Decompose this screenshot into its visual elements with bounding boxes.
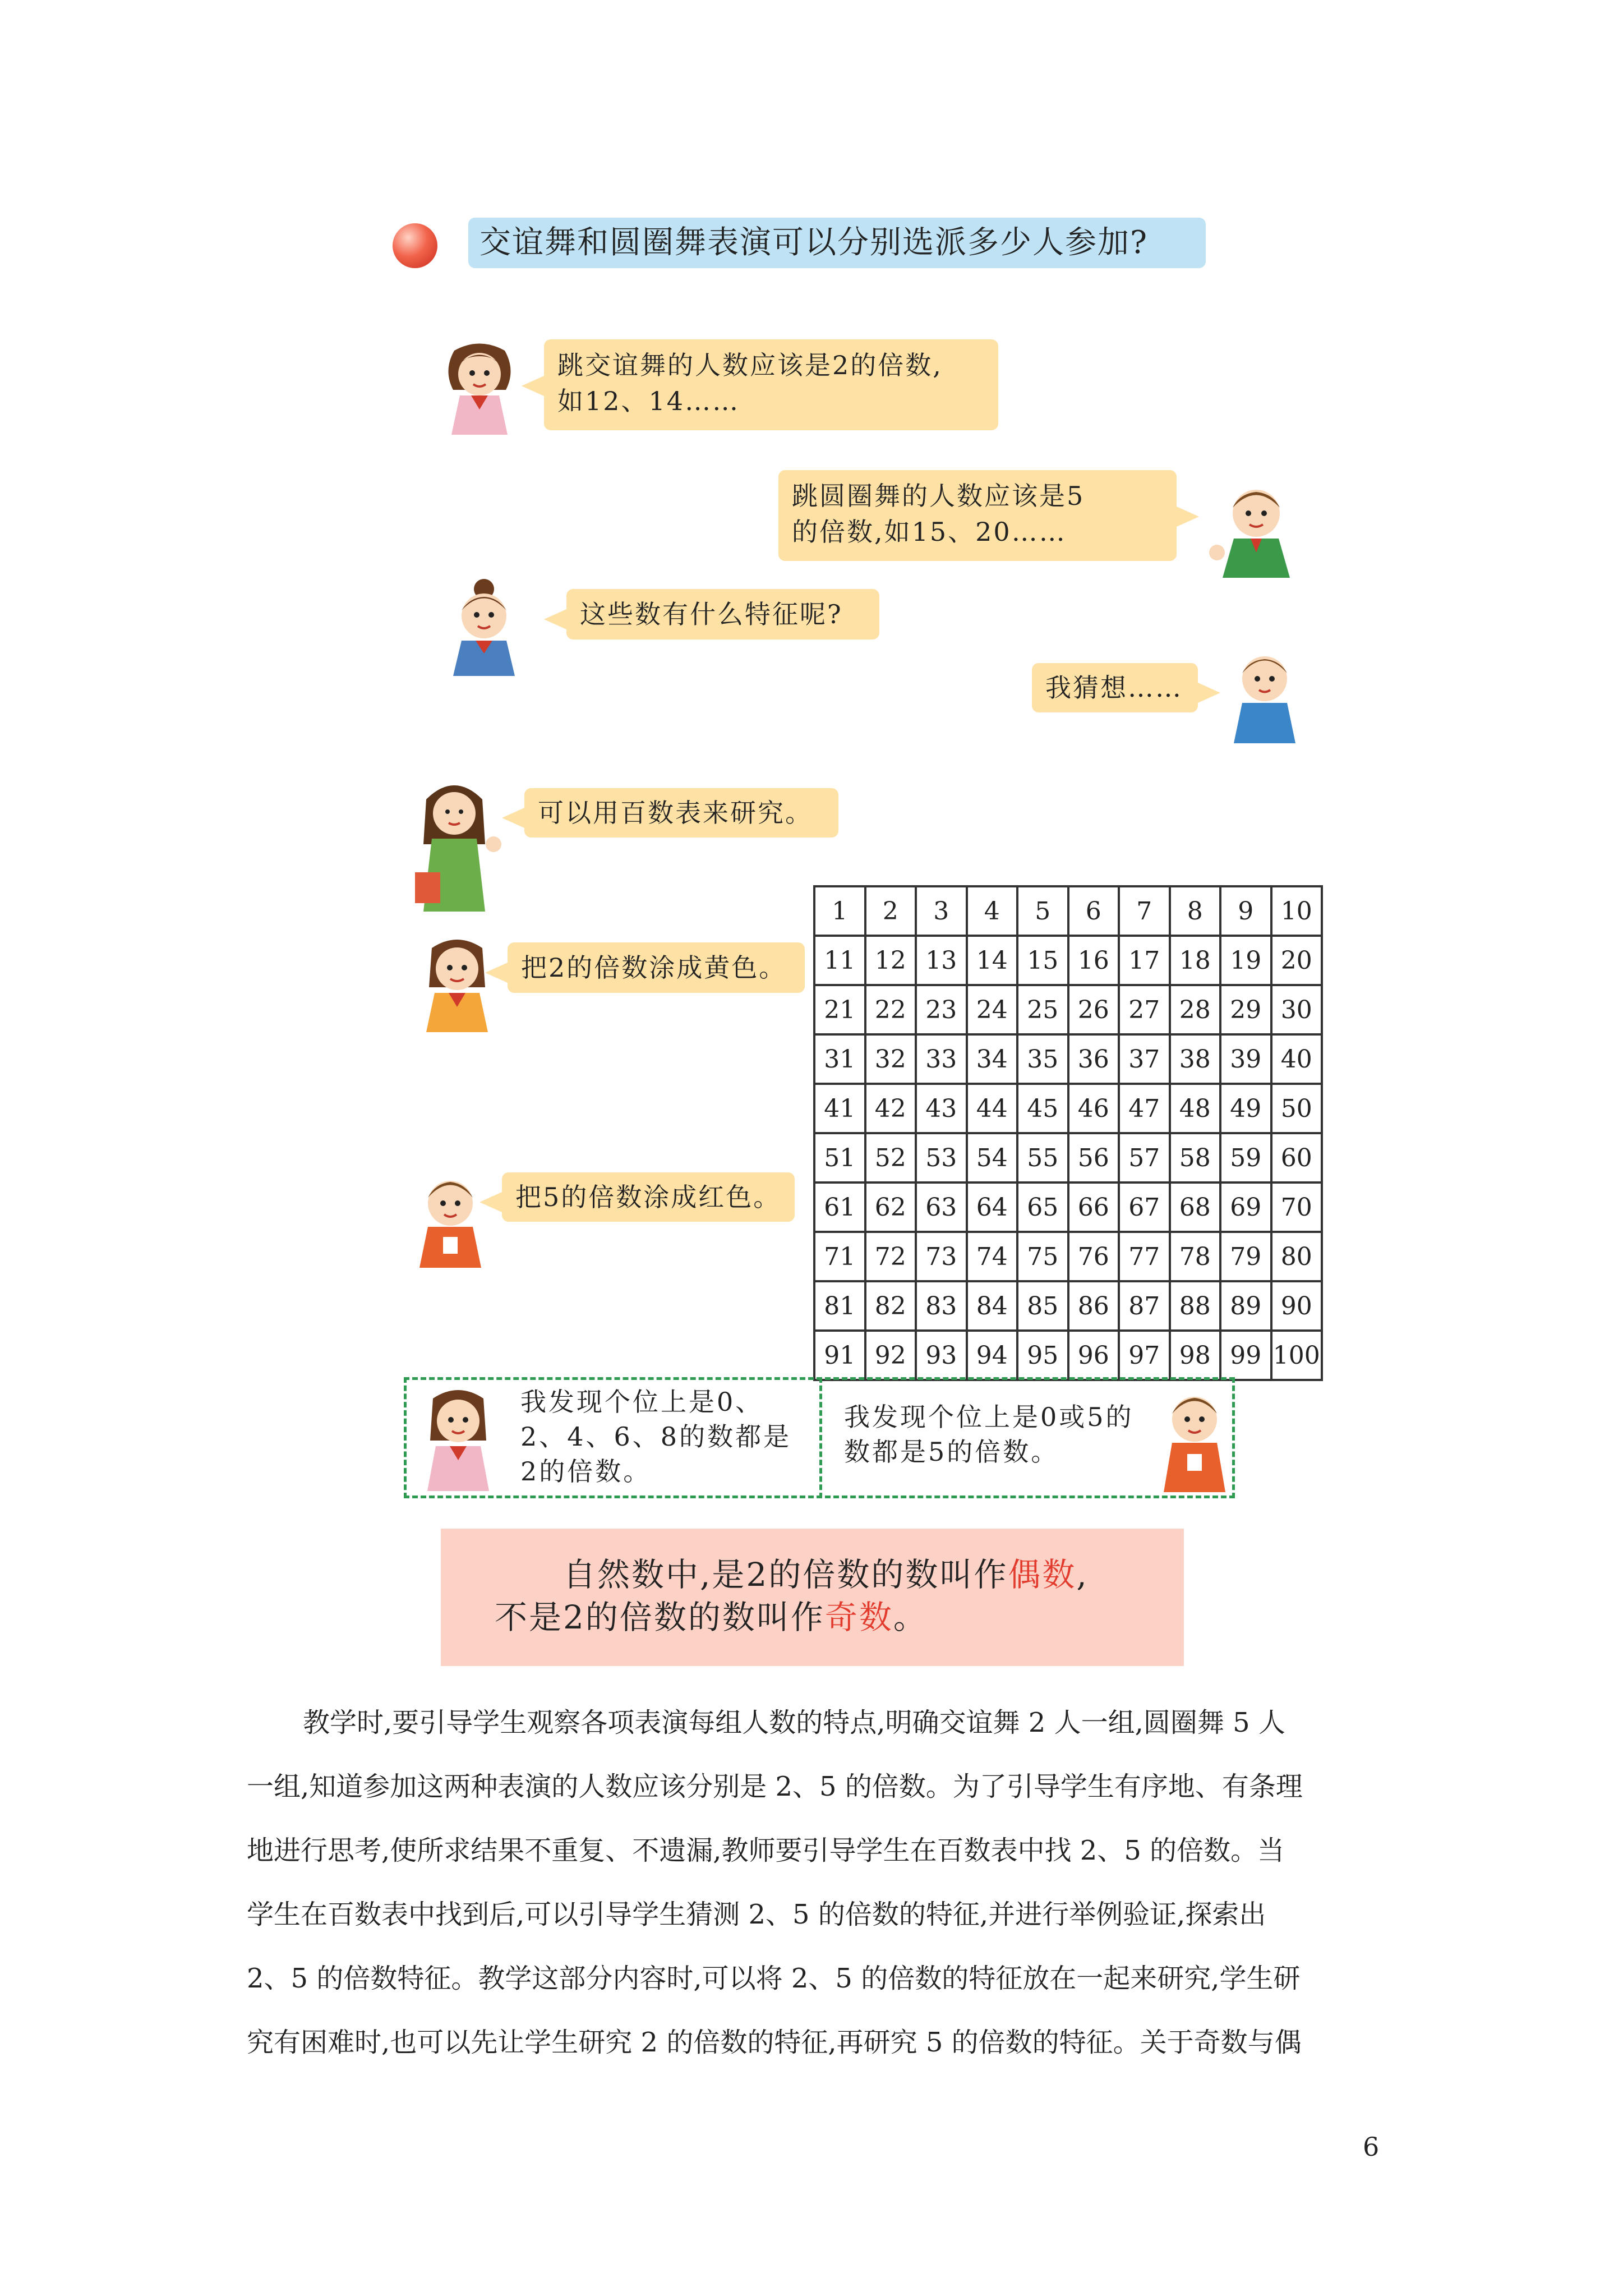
hundred-chart-cell: 44	[967, 1084, 1018, 1133]
hundred-chart-cell: 4	[967, 886, 1018, 936]
definition-line-2	[495, 1596, 928, 1639]
hundred-chart-cell: 42	[865, 1084, 916, 1133]
hundred-chart-cell: 27	[1119, 985, 1170, 1034]
hundred-chart-cell: 24	[967, 985, 1018, 1034]
hundred-chart-cell: 73	[916, 1232, 967, 1281]
girl-character-icon-2	[442, 578, 526, 676]
hundred-chart-cell: 63	[916, 1182, 967, 1232]
hundred-chart-cell: 64	[967, 1182, 1018, 1232]
hundred-chart-cell: 48	[1170, 1084, 1221, 1133]
hundred-chart-row	[814, 1182, 1322, 1232]
hundred-chart-cell: 55	[1017, 1133, 1068, 1182]
hundred-chart-cell: 6	[1068, 886, 1119, 936]
bubble-1-line-1: 跳交谊舞的人数应该是2的倍数,	[557, 350, 943, 380]
red-ball-icon	[393, 223, 437, 268]
hundred-chart-row	[814, 1133, 1322, 1182]
definition-line-1-punct: ,	[1076, 1556, 1089, 1594]
hundred-chart-cell: 89	[1220, 1281, 1271, 1331]
hundred-chart-cell: 52	[865, 1133, 916, 1182]
hundred-chart-cell: 12	[865, 936, 916, 985]
hundred-chart-cell: 25	[1017, 985, 1068, 1034]
hundred-chart-cell: 92	[865, 1331, 916, 1380]
hundred-chart-cell: 40	[1271, 1034, 1322, 1084]
hundred-chart-cell: 74	[967, 1232, 1018, 1281]
hundred-chart-cell: 29	[1220, 985, 1271, 1034]
hundred-chart-cell: 45	[1017, 1084, 1068, 1133]
hundred-chart	[813, 885, 1323, 1381]
hundred-chart-cell: 79	[1220, 1232, 1271, 1281]
hundred-chart-cell: 31	[814, 1034, 865, 1084]
hundred-chart-cell: 36	[1068, 1034, 1119, 1084]
discovery-left-line-3: 2的倍数。	[520, 1456, 652, 1487]
hundred-chart-cell: 37	[1119, 1034, 1170, 1084]
hundred-chart-cell: 57	[1119, 1133, 1170, 1182]
hundred-chart-cell: 99	[1220, 1331, 1271, 1380]
hundred-chart-cell: 17	[1119, 936, 1170, 985]
hundred-chart-row	[814, 936, 1322, 985]
bubble-2-line-1: 跳圆圈舞的人数应该是5	[792, 481, 1085, 511]
hundred-chart-cell: 11	[814, 936, 865, 985]
page-number: 6	[1363, 2132, 1380, 2162]
discovery-right-line-2: 数都是5的倍数。	[844, 1437, 1059, 1467]
hundred-chart-cell: 21	[814, 985, 865, 1034]
hundred-chart-cell: 60	[1271, 1133, 1322, 1182]
hundred-chart-row	[814, 1084, 1322, 1133]
hundred-chart-cell: 69	[1220, 1182, 1271, 1232]
hundred-chart-cell: 1	[814, 886, 865, 936]
hundred-chart-cell: 39	[1220, 1034, 1271, 1084]
definition-line-2-text: 不是2的倍数的数叫作	[495, 1598, 825, 1636]
hundred-chart-cell: 91	[814, 1331, 865, 1380]
boy-character-icon-4	[1152, 1386, 1231, 1492]
hundred-chart-cell: 35	[1017, 1034, 1068, 1084]
hundred-chart-cell: 50	[1271, 1084, 1322, 1133]
hundred-chart-row	[814, 1232, 1322, 1281]
paragraph-line-4: 学生在百数表中找到后,可以引导学生猜测 2、5 的倍数的特征,并进行举例验证,探索出	[247, 1899, 1266, 1930]
speech-bubble-2	[778, 470, 1177, 561]
hundred-chart-cell: 85	[1017, 1281, 1068, 1331]
hundred-chart-row	[814, 985, 1322, 1034]
hundred-chart-cell: 46	[1068, 1084, 1119, 1133]
paragraph-line-6: 究有困难时,也可以先让学生研究 2 的倍数的特征,再研究 5 的倍数的特征。关于奇数与偶	[247, 2027, 1302, 2058]
hundred-chart-cell: 90	[1271, 1281, 1322, 1331]
bubble-7-text: 把5的倍数涂成红色。	[515, 1182, 781, 1212]
hundred-chart-cell: 84	[967, 1281, 1018, 1331]
discovery-right-text	[844, 1400, 1158, 1469]
hundred-chart-cell: 30	[1271, 985, 1322, 1034]
hundred-chart-cell: 5	[1017, 886, 1068, 936]
hundred-chart-cell: 88	[1170, 1281, 1221, 1331]
hundred-chart-cell: 34	[967, 1034, 1018, 1084]
hundred-chart-cell: 62	[865, 1182, 916, 1232]
boy-character-icon	[1206, 480, 1301, 578]
hundred-chart-cell: 70	[1271, 1182, 1322, 1232]
hundred-chart-cell: 8	[1170, 886, 1221, 936]
hundred-chart-cell: 18	[1170, 936, 1221, 985]
teacher-character-icon	[404, 777, 505, 912]
hundred-chart-cell: 49	[1220, 1084, 1271, 1133]
hundred-chart-cell: 54	[967, 1133, 1018, 1182]
hundred-chart-cell: 15	[1017, 936, 1068, 985]
hundred-chart-cell: 61	[814, 1182, 865, 1232]
hundred-chart-cell: 33	[916, 1034, 967, 1084]
speech-bubble-5	[524, 788, 838, 838]
hundred-chart-cell: 71	[814, 1232, 865, 1281]
paragraph-line-2: 一组,知道参加这两种表演的人数应该分别是 2、5 的倍数。为了引导学生有序地、有条理	[247, 1771, 1303, 1802]
definition-box	[441, 1529, 1184, 1666]
hundred-chart-cell: 80	[1271, 1232, 1322, 1281]
hundred-chart-cell: 23	[916, 985, 967, 1034]
hundred-chart-cell: 67	[1119, 1182, 1170, 1232]
hundred-chart-cell: 43	[916, 1084, 967, 1133]
discovery-left-line-2: 2、4、6、8的数都是	[520, 1421, 792, 1452]
hundred-chart-cell: 65	[1017, 1182, 1068, 1232]
hundred-chart-cell: 59	[1220, 1133, 1271, 1182]
hundred-chart-cell: 82	[865, 1281, 916, 1331]
hundred-chart-cell: 66	[1068, 1182, 1119, 1232]
speech-bubble-4	[1032, 663, 1198, 712]
speech-bubble-6	[508, 942, 805, 993]
hundred-chart-cell: 19	[1220, 936, 1271, 985]
hundred-chart-cell: 16	[1068, 936, 1119, 985]
hundred-chart-cell: 83	[916, 1281, 967, 1331]
hundred-chart-cell: 97	[1119, 1331, 1170, 1380]
bubble-3-text: 这些数有什么特征呢?	[580, 599, 843, 629]
definition-line-2-punct: 。	[893, 1598, 928, 1636]
hundred-chart-cell: 96	[1068, 1331, 1119, 1380]
girl-character-icon-3	[412, 934, 502, 1032]
boy-character-icon-3	[408, 1170, 492, 1268]
hundred-chart-cell: 13	[916, 936, 967, 985]
hundred-chart-cell: 28	[1170, 985, 1221, 1034]
hundred-chart-cell: 87	[1119, 1281, 1170, 1331]
hundred-chart-cell: 3	[916, 886, 967, 936]
hundred-chart-row	[814, 1331, 1322, 1380]
bubble-4-text: 我猜想……	[1045, 673, 1183, 703]
hundred-chart-cell: 2	[865, 886, 916, 936]
hundred-chart-cell: 51	[814, 1133, 865, 1182]
hundred-chart-cell: 72	[865, 1232, 916, 1281]
bubble-5-text: 可以用百数表来研究。	[538, 798, 813, 828]
hundred-chart-cell: 14	[967, 936, 1018, 985]
hundred-chart-cell: 78	[1170, 1232, 1221, 1281]
hundred-chart-row	[814, 886, 1322, 936]
bubble-6-text: 把2的倍数涂成黄色。	[521, 953, 787, 983]
hundred-chart-cell: 32	[865, 1034, 916, 1084]
hundred-chart-cell: 98	[1170, 1331, 1221, 1380]
speech-bubble-7	[502, 1172, 795, 1222]
hundred-chart-cell: 9	[1220, 886, 1271, 936]
hundred-chart-cell: 77	[1119, 1232, 1170, 1281]
even-number-term: 偶数	[1008, 1556, 1077, 1594]
hundred-chart-cell: 10	[1271, 886, 1322, 936]
speech-bubble-3	[566, 589, 879, 639]
definition-line-1	[563, 1553, 1089, 1596]
hundred-chart-cell: 93	[916, 1331, 967, 1380]
bubble-2-line-2: 的倍数,如15、20……	[792, 517, 1067, 547]
hundred-chart-cell: 26	[1068, 985, 1119, 1034]
paragraph-line-3: 地进行思考,使所求结果不重复、不遗漏,教师要引导学生在百数表中找 2、5 的倍数。当	[247, 1835, 1285, 1866]
discovery-divider	[819, 1377, 822, 1498]
hundred-chart-cell: 7	[1119, 886, 1170, 936]
hundred-chart-cell: 81	[814, 1281, 865, 1331]
paragraph-line-1: 教学时,要引导学生观察各项表演每组人数的特点,明确交谊舞 2 人一组,圆圈舞 5 人	[303, 1707, 1285, 1738]
hundred-chart-cell: 58	[1170, 1133, 1221, 1182]
hundred-chart-row	[814, 1034, 1322, 1084]
hundred-chart-cell: 47	[1119, 1084, 1170, 1133]
girl-character-icon-4	[416, 1384, 500, 1491]
hundred-chart-cell: 68	[1170, 1182, 1221, 1232]
odd-number-term: 奇数	[824, 1598, 893, 1636]
hundred-chart-cell: 22	[865, 985, 916, 1034]
definition-line-1-text: 自然数中,是2的倍数的数叫作	[563, 1556, 1008, 1594]
question-banner: 交谊舞和圆圈舞表演可以分别选派多少人参加?	[468, 218, 1206, 268]
girl-character-icon	[437, 339, 522, 435]
boy-character-icon-2	[1228, 648, 1301, 743]
hundred-chart-cell: 38	[1170, 1034, 1221, 1084]
hundred-chart-cell: 41	[814, 1084, 865, 1133]
hundred-chart-row	[814, 1281, 1322, 1331]
discovery-right-line-1: 我发现个位上是0或5的	[844, 1402, 1134, 1432]
bubble-1-line-2: 如12、14……	[557, 386, 740, 416]
body-paragraph	[247, 1691, 1380, 2074]
hundred-chart-cell: 86	[1068, 1281, 1119, 1331]
hundred-chart-cell: 75	[1017, 1232, 1068, 1281]
hundred-chart-cell: 20	[1271, 936, 1322, 985]
hundred-chart-cell: 56	[1068, 1133, 1119, 1182]
discovery-left-text	[520, 1384, 812, 1489]
hundred-chart-cell: 76	[1068, 1232, 1119, 1281]
paragraph-line-5: 2、5 的倍数特征。教学这部分内容时,可以将 2、5 的倍数的特征放在一起来研究,学生研	[247, 1963, 1301, 1994]
hundred-chart-cell: 95	[1017, 1331, 1068, 1380]
discovery-left-line-1: 我发现个位上是0、	[520, 1387, 764, 1417]
hundred-chart-cell: 94	[967, 1331, 1018, 1380]
hundred-chart-cell: 100	[1271, 1331, 1322, 1380]
hundred-chart-cell: 53	[916, 1133, 967, 1182]
speech-bubble-1	[544, 339, 998, 430]
